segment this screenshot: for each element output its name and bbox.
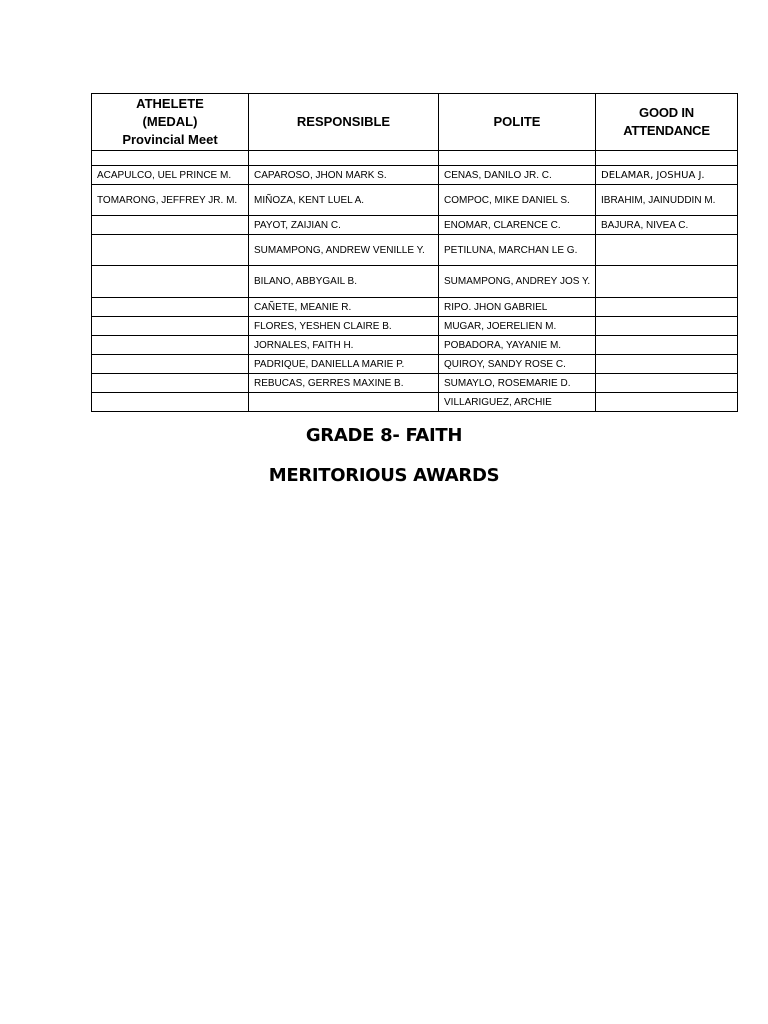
table-cell: COMPOC, MIKE DANIEL S.: [439, 185, 596, 216]
table-cell: [596, 374, 738, 393]
table-cell: [92, 374, 249, 393]
table-cell: ENOMAR, CLARENCE C.: [439, 216, 596, 235]
table-cell: CENAS, DANILO JR. C.: [439, 166, 596, 185]
table-row: [92, 151, 738, 166]
table-row: [92, 185, 738, 216]
table-cell: [596, 266, 738, 298]
header-athlete: [92, 94, 249, 151]
table-cell: PADRIQUE, DANIELLA MARIE P.: [249, 355, 439, 374]
table-cell: RIPO. JHON GABRIEL: [439, 298, 596, 317]
table-cell: [596, 298, 738, 317]
table-cell: PETILUNA, MARCHAN LE G.: [439, 235, 596, 266]
table-cell: IBRAHIM, JAINUDDIN M.: [596, 185, 738, 216]
table-row: [92, 298, 738, 317]
table-cell: SUMAYLO, ROSEMARIE D.: [439, 374, 596, 393]
table-cell: POBADORA, YAYANIE M.: [439, 336, 596, 355]
header-athlete-line-1: ATHELETE: [136, 96, 204, 111]
table-cell: VILLARIGUEZ, ARCHIE: [439, 393, 596, 412]
table-cell: [596, 317, 738, 336]
table-cell: FLORES, YESHEN CLAIRE B.: [249, 317, 439, 336]
table-cell: ACAPULCO, UEL PRINCE M.: [92, 166, 249, 185]
table-cell: [92, 336, 249, 355]
header-athlete-line-2: (MEDAL): [142, 114, 198, 129]
header-polite-label: POLITE: [493, 114, 541, 129]
table-row: [92, 166, 738, 185]
table-row: [92, 336, 738, 355]
table-cell: REBUCAS, GERRES MAXINE B.: [249, 374, 439, 393]
table-cell: JORNALES, FAITH H.: [249, 336, 439, 355]
table-cell: [92, 355, 249, 374]
table-row: [92, 235, 738, 266]
header-row: [92, 94, 738, 151]
table-cell: [596, 393, 738, 412]
header-responsible: [249, 94, 439, 151]
awards-title: MERITORIOUS AWARDS: [268, 465, 500, 486]
grade-section-title: GRADE 8- FAITH: [305, 425, 463, 446]
table-cell: [596, 235, 738, 266]
table-row: [92, 266, 738, 298]
table-cell: [249, 393, 439, 412]
table-cell: TOMARONG, JEFFREY JR. M.: [92, 185, 249, 216]
header-athlete-line-3: Provincial Meet: [122, 132, 218, 147]
table-cell: SUMAMPONG, ANDREW VENILLE Y.: [249, 235, 439, 266]
table-cell: DELAMAR, JOSHUA J.: [596, 166, 738, 185]
table-row: [92, 216, 738, 235]
header-polite: [439, 94, 596, 151]
table-cell: CAÑETE, MEANIE R.: [249, 298, 439, 317]
header-responsible-label: RESPONSIBLE: [296, 114, 391, 129]
table-cell: [596, 355, 738, 374]
table-cell: [92, 317, 249, 336]
table-cell: BAJURA, NIVEA C.: [596, 216, 738, 235]
table-cell: [439, 151, 596, 166]
header-attendance-line-2: ATTENDANCE: [623, 123, 710, 138]
awards-table: [91, 93, 738, 412]
table-cell: PAYOT, ZAIJIAN C.: [249, 216, 439, 235]
table-row: [92, 374, 738, 393]
table-cell: MUGAR, JOERELIEN M.: [439, 317, 596, 336]
table-row: [92, 355, 738, 374]
table-cell: [92, 216, 249, 235]
table-row: [92, 317, 738, 336]
table-cell: SUMAMPONG, ANDREY JOS Y.: [439, 266, 596, 298]
table-cell: [92, 151, 249, 166]
table-cell: [596, 336, 738, 355]
table-cell: [92, 235, 249, 266]
table-cell: [92, 266, 249, 298]
table-cell: [249, 151, 439, 166]
table-cell: [92, 298, 249, 317]
table-row: [92, 393, 738, 412]
table-cell: BILANO, ABBYGAIL B.: [249, 266, 439, 298]
header-attendance-line-1: GOOD IN: [639, 105, 694, 120]
table-cell: CAPAROSO, JHON MARK S.: [249, 166, 439, 185]
table-cell: MIÑOZA, KENT LUEL A.: [249, 185, 439, 216]
table-cell: QUIROY, SANDY ROSE C.: [439, 355, 596, 374]
table-cell: [596, 151, 738, 166]
header-good-in-attendance: [596, 94, 738, 151]
table-cell: [92, 393, 249, 412]
